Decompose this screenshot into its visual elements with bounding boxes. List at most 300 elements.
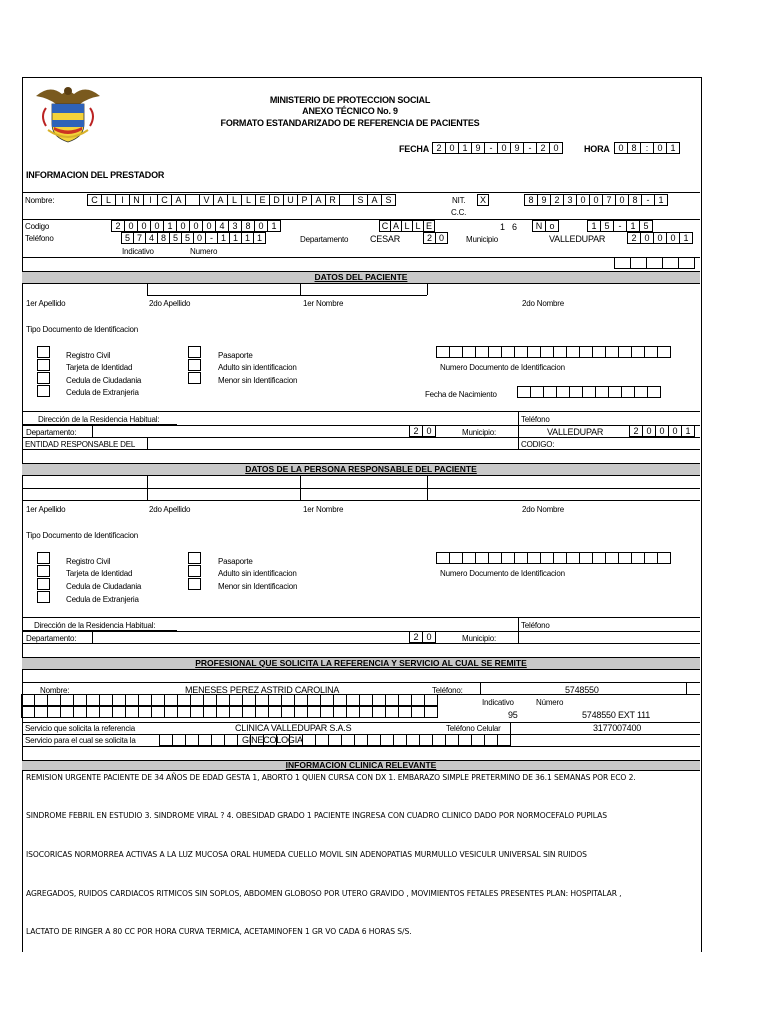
char-cell[interactable] <box>458 734 472 746</box>
char-cell[interactable] <box>21 694 35 706</box>
char-cell[interactable] <box>307 706 321 718</box>
char-cell[interactable] <box>647 386 661 398</box>
char-cell[interactable] <box>255 706 269 718</box>
char-cell[interactable]: 0 <box>614 142 628 154</box>
char-cell[interactable] <box>34 706 48 718</box>
char-cell[interactable] <box>579 552 593 564</box>
char-cell[interactable] <box>203 706 217 718</box>
pac-checkbox-cedula[interactable] <box>37 372 50 384</box>
char-cell[interactable]: S <box>353 194 368 206</box>
char-cell[interactable] <box>662 257 679 269</box>
char-cell[interactable] <box>631 552 645 564</box>
pac-checkbox-menor[interactable] <box>188 372 201 384</box>
char-cell[interactable] <box>60 706 74 718</box>
char-cell[interactable] <box>294 706 308 718</box>
char-cell[interactable]: 2 <box>409 631 423 643</box>
pac-registro-civil: Registro Civil <box>66 351 111 360</box>
char-cell[interactable]: 0 <box>666 232 680 244</box>
char-cell[interactable] <box>315 734 329 746</box>
char-cell[interactable] <box>164 694 178 706</box>
char-cell[interactable] <box>47 706 61 718</box>
char-cell[interactable]: A <box>367 194 382 206</box>
char-cell[interactable] <box>99 694 113 706</box>
char-cell[interactable]: 1 <box>253 232 266 244</box>
char-cell[interactable] <box>646 257 663 269</box>
char-cell[interactable]: 8 <box>627 142 641 154</box>
char-cell[interactable]: 3 <box>228 220 242 232</box>
pac-menor: Menor sin Identificacion <box>218 376 298 385</box>
char-cell[interactable] <box>605 552 619 564</box>
res-checkbox-tarjeta[interactable] <box>37 565 50 577</box>
res-municipio: Municipio: <box>462 634 497 643</box>
res-ap2: 2do Apellido <box>149 505 191 514</box>
char-cell[interactable] <box>294 694 308 706</box>
char-cell[interactable] <box>471 734 485 746</box>
char-cell[interactable]: 0 <box>640 232 654 244</box>
char-cell[interactable] <box>634 386 648 398</box>
char-cell[interactable]: 0 <box>254 220 268 232</box>
char-cell[interactable]: 0 <box>137 220 151 232</box>
char-cell[interactable] <box>530 386 544 398</box>
char-cell[interactable] <box>398 706 412 718</box>
char-cell[interactable] <box>475 552 489 564</box>
char-cell[interactable] <box>631 346 645 358</box>
char-cell[interactable]: 2 <box>536 142 550 154</box>
char-cell[interactable]: 5 <box>639 220 653 232</box>
char-cell[interactable] <box>419 734 433 746</box>
char-cell[interactable]: 0 <box>435 232 448 244</box>
pac-departamento: Departamento: <box>26 428 77 437</box>
char-cell[interactable] <box>621 386 635 398</box>
char-cell[interactable] <box>488 346 502 358</box>
char-cell[interactable] <box>73 706 87 718</box>
codigo-label: Codigo <box>25 222 50 231</box>
char-cell[interactable]: 4 <box>215 220 229 232</box>
char-cell[interactable] <box>630 257 647 269</box>
char-cell[interactable]: 0 <box>653 142 667 154</box>
char-cell[interactable]: N <box>129 194 144 206</box>
char-cell[interactable]: C <box>379 220 391 232</box>
char-cell[interactable] <box>449 346 463 358</box>
char-cell[interactable] <box>302 734 316 746</box>
char-cell[interactable]: 0 <box>202 220 216 232</box>
char-cell[interactable] <box>138 706 152 718</box>
char-cell[interactable] <box>497 734 511 746</box>
char-cell[interactable]: E <box>255 194 270 206</box>
char-cell[interactable] <box>475 346 489 358</box>
char-cell[interactable]: C <box>87 194 102 206</box>
char-cell[interactable]: 2 <box>432 142 446 154</box>
prof-nombre-value: MENESES PEREZ ASTRID CAROLINA <box>185 685 340 695</box>
char-cell[interactable]: 1 <box>666 142 680 154</box>
char-cell[interactable]: 1 <box>626 220 640 232</box>
pac-dep-code[interactable] <box>410 425 436 437</box>
char-cell[interactable]: 0 <box>576 194 590 206</box>
char-cell[interactable]: 2 <box>627 232 641 244</box>
char-cell[interactable] <box>99 706 113 718</box>
prestador-nombre-label: Nombre: <box>25 196 55 205</box>
char-cell[interactable] <box>618 346 632 358</box>
char-cell[interactable]: 8 <box>524 194 538 206</box>
char-cell[interactable]: 0 <box>193 232 206 244</box>
char-cell[interactable] <box>125 706 139 718</box>
char-cell[interactable] <box>462 552 476 564</box>
char-cell[interactable]: 0 <box>642 425 656 437</box>
prof-celular-label: Teléfono Celular <box>446 724 501 733</box>
char-cell[interactable]: 1 <box>587 220 601 232</box>
char-cell[interactable] <box>644 346 658 358</box>
char-cell[interactable]: 0 <box>497 142 511 154</box>
char-cell[interactable] <box>462 346 476 358</box>
char-cell[interactable]: 8 <box>241 220 255 232</box>
char-cell[interactable] <box>367 734 381 746</box>
char-cell[interactable] <box>657 346 671 358</box>
res-checkbox-pasaporte[interactable] <box>188 552 201 564</box>
char-cell[interactable] <box>86 706 100 718</box>
char-cell[interactable] <box>177 694 191 706</box>
char-cell[interactable]: 5 <box>169 232 182 244</box>
char-cell[interactable]: 2 <box>409 425 423 437</box>
res-checkbox-extranjeria[interactable] <box>37 591 50 603</box>
char-cell[interactable] <box>359 706 373 718</box>
char-cell[interactable] <box>268 706 282 718</box>
calle-cells[interactable] <box>380 220 435 232</box>
char-cell[interactable] <box>569 386 583 398</box>
char-cell[interactable]: N <box>532 220 546 232</box>
char-cell[interactable] <box>543 386 557 398</box>
char-cell[interactable]: L <box>241 194 256 206</box>
res-checkbox-registro[interactable] <box>37 552 50 564</box>
clinica-band: INFORMACION CLINICA RELEVANTE <box>22 760 700 771</box>
char-cell[interactable] <box>449 552 463 564</box>
char-cell[interactable] <box>372 694 386 706</box>
char-cell[interactable]: 9 <box>537 194 551 206</box>
char-cell[interactable] <box>354 734 368 746</box>
char-cell[interactable]: 0 <box>176 220 190 232</box>
char-cell[interactable]: o <box>545 220 559 232</box>
char-cell[interactable]: 1 <box>241 232 254 244</box>
char-cell[interactable] <box>242 706 256 718</box>
char-cell[interactable] <box>320 694 334 706</box>
char-cell[interactable] <box>488 552 502 564</box>
char-cell[interactable] <box>190 694 204 706</box>
char-cell[interactable]: 1 <box>681 425 695 437</box>
char-cell[interactable] <box>484 734 498 746</box>
nit-number-cells[interactable] <box>525 194 668 206</box>
char-cell[interactable]: : <box>640 142 654 154</box>
hora-cells[interactable] <box>615 142 680 154</box>
pac-checkbox-tarjeta[interactable] <box>37 359 50 371</box>
char-cell[interactable] <box>216 706 230 718</box>
char-cell[interactable]: 0 <box>668 425 682 437</box>
char-cell[interactable] <box>190 706 204 718</box>
char-cell[interactable] <box>21 706 35 718</box>
char-cell[interactable]: L <box>227 194 242 206</box>
char-cell[interactable] <box>501 346 515 358</box>
res-dep-code[interactable] <box>410 631 436 643</box>
char-cell[interactable]: I <box>115 194 130 206</box>
char-cell[interactable]: 0 <box>445 142 459 154</box>
char-cell[interactable]: I <box>143 194 158 206</box>
char-cell[interactable] <box>229 706 243 718</box>
mun-code-cells[interactable] <box>628 232 693 244</box>
char-cell[interactable] <box>346 694 360 706</box>
char-cell[interactable] <box>177 706 191 718</box>
char-cell[interactable]: 3 <box>563 194 577 206</box>
char-cell[interactable]: 0 <box>549 142 563 154</box>
char-cell[interactable]: 1 <box>229 232 242 244</box>
char-cell[interactable]: S <box>381 194 396 206</box>
char-cell[interactable]: 2 <box>423 232 436 244</box>
char-cell[interactable]: 0 <box>422 631 436 643</box>
char-cell[interactable] <box>445 734 459 746</box>
char-cell[interactable]: 5 <box>181 232 194 244</box>
res-nom2: 2do Nombre <box>522 505 565 514</box>
pac-checkbox-registro[interactable] <box>37 346 50 358</box>
char-cell[interactable]: U <box>283 194 298 206</box>
char-cell[interactable]: 5 <box>121 232 134 244</box>
pac-checkbox-extranjeria[interactable] <box>37 385 50 397</box>
res-checkbox-menor[interactable] <box>188 578 201 590</box>
char-cell[interactable] <box>436 346 450 358</box>
char-cell[interactable]: 2 <box>111 220 125 232</box>
res-tarjeta: Tarjeta de Identidad <box>66 569 133 578</box>
res-doc-cells[interactable] <box>437 552 671 564</box>
char-cell[interactable] <box>385 706 399 718</box>
char-cell[interactable]: 0 <box>615 194 629 206</box>
char-cell[interactable] <box>540 346 554 358</box>
char-cell[interactable] <box>424 694 438 706</box>
char-cell[interactable] <box>151 706 165 718</box>
char-cell[interactable]: 4 <box>145 232 158 244</box>
char-cell[interactable] <box>185 194 200 206</box>
char-cell[interactable] <box>566 552 580 564</box>
fecha-label: FECHA <box>399 144 429 154</box>
char-cell[interactable]: 2 <box>550 194 564 206</box>
prof-telefono-value: 5748550 <box>565 685 599 695</box>
char-cell[interactable]: 5 <box>600 220 614 232</box>
res-departamento: Departamento: <box>26 634 77 643</box>
char-cell[interactable]: 8 <box>628 194 642 206</box>
char-cell[interactable]: - <box>484 142 498 154</box>
char-cell[interactable]: 1 <box>217 232 230 244</box>
char-cell[interactable] <box>411 694 425 706</box>
pac-fecha-nac-cells[interactable] <box>518 386 661 398</box>
char-cell[interactable]: C <box>157 194 172 206</box>
char-cell[interactable] <box>224 734 238 746</box>
char-cell[interactable]: A <box>311 194 326 206</box>
char-cell[interactable] <box>328 734 342 746</box>
char-cell[interactable] <box>398 694 412 706</box>
char-cell[interactable] <box>268 694 282 706</box>
char-cell[interactable] <box>411 706 425 718</box>
char-cell[interactable]: A <box>390 220 402 232</box>
char-cell[interactable]: - <box>523 142 537 154</box>
char-cell[interactable] <box>605 346 619 358</box>
char-cell[interactable]: 9 <box>471 142 485 154</box>
char-cell[interactable] <box>281 706 295 718</box>
paciente-band: DATOS DEL PACIENTE <box>22 271 700 284</box>
char-cell[interactable]: L <box>412 220 424 232</box>
char-cell[interactable]: 0 <box>589 194 603 206</box>
char-cell[interactable]: 0 <box>189 220 203 232</box>
char-cell[interactable] <box>424 706 438 718</box>
char-cell[interactable] <box>657 552 671 564</box>
char-cell[interactable] <box>172 734 186 746</box>
char-cell[interactable] <box>436 552 450 564</box>
pac-checkbox-adulto[interactable] <box>188 359 201 371</box>
char-cell[interactable] <box>86 694 100 706</box>
char-cell[interactable]: L <box>401 220 413 232</box>
pac-mun-code[interactable] <box>630 425 695 437</box>
char-cell[interactable]: D <box>269 194 284 206</box>
char-cell[interactable]: 0 <box>653 232 667 244</box>
char-cell[interactable] <box>553 552 567 564</box>
char-cell[interactable] <box>229 694 243 706</box>
no-value-cells[interactable] <box>588 220 653 232</box>
char-cell[interactable] <box>339 194 354 206</box>
char-cell[interactable] <box>432 734 446 746</box>
char-cell[interactable]: A <box>213 194 228 206</box>
char-cell[interactable] <box>372 706 386 718</box>
char-cell[interactable] <box>216 694 230 706</box>
pac-doc-cells[interactable] <box>437 346 671 358</box>
dep-code-cells[interactable] <box>424 232 448 244</box>
char-cell[interactable] <box>514 552 528 564</box>
telefono-label: Teléfono <box>25 234 54 243</box>
char-cell[interactable]: E <box>423 220 435 232</box>
char-cell[interactable] <box>320 706 334 718</box>
char-cell[interactable] <box>595 386 609 398</box>
char-cell[interactable]: P <box>297 194 312 206</box>
char-cell[interactable] <box>151 694 165 706</box>
numero-label: Numero <box>190 247 218 256</box>
res-registro-civil: Registro Civil <box>66 557 111 566</box>
char-cell[interactable]: 1 <box>458 142 472 154</box>
char-cell[interactable] <box>514 346 528 358</box>
char-cell[interactable] <box>198 734 212 746</box>
char-cell[interactable] <box>255 694 269 706</box>
char-cell[interactable] <box>579 346 593 358</box>
prof-numero-value: 5748550 EXT 111 <box>582 710 651 720</box>
char-cell[interactable] <box>138 694 152 706</box>
char-cell[interactable]: 1 <box>163 220 177 232</box>
char-cell[interactable] <box>527 346 541 358</box>
clinica-line-5: LACTATO DE RINGER A 80 CC POR HORA CURVA TERMICA, ACETAMINOFEN 1 GR VO CADA 6 HORAS S/S. <box>26 927 412 936</box>
char-cell[interactable] <box>614 257 631 269</box>
char-cell[interactable] <box>566 346 580 358</box>
responsable-band: DATOS DE LA PERSONA RESPONSABLE DEL PACIENTE <box>22 463 700 476</box>
char-cell[interactable]: - <box>205 232 218 244</box>
char-cell[interactable] <box>592 552 606 564</box>
prestador-nombre-cells[interactable] <box>88 194 396 206</box>
char-cell[interactable] <box>644 552 658 564</box>
char-cell[interactable]: 7 <box>602 194 616 206</box>
no-cells[interactable] <box>533 220 559 232</box>
char-cell[interactable] <box>159 734 173 746</box>
res-ap1: 1er Apellido <box>26 505 66 514</box>
char-cell[interactable] <box>346 706 360 718</box>
char-cell[interactable]: - <box>641 194 655 206</box>
res-adulto: Adulto sin identificacion <box>218 569 297 578</box>
char-cell[interactable] <box>60 694 74 706</box>
char-cell[interactable] <box>540 552 554 564</box>
pac-cedula-ciud: Cedula de Ciudadania <box>66 376 142 385</box>
codigo-cells[interactable] <box>112 220 281 232</box>
char-cell[interactable] <box>211 734 225 746</box>
char-cell[interactable]: - <box>613 220 627 232</box>
char-cell[interactable] <box>527 552 541 564</box>
char-cell[interactable]: 1 <box>654 194 668 206</box>
char-cell[interactable] <box>112 694 126 706</box>
char-cell[interactable] <box>608 386 622 398</box>
clinica-line-1: REMISION URGENTE PACIENTE DE 34 AÑOS DE EDAD GESTA 1, ABORTO 1 QUIEN CURSA CON DX 1. EMBARAZO SIMPLE PRETERMINO DE 36.1 SEMANAS POR ECO 2. <box>26 773 636 782</box>
char-cell[interactable]: V <box>199 194 214 206</box>
char-cell[interactable]: 0 <box>124 220 138 232</box>
char-cell[interactable] <box>242 694 256 706</box>
telefono-cells[interactable] <box>122 232 266 244</box>
char-cell[interactable]: 0 <box>422 425 436 437</box>
char-cell[interactable] <box>112 706 126 718</box>
char-cell[interactable]: 0 <box>150 220 164 232</box>
char-cell[interactable] <box>359 694 373 706</box>
char-cell[interactable] <box>203 694 217 706</box>
char-cell[interactable] <box>307 694 321 706</box>
char-cell[interactable] <box>333 706 347 718</box>
char-cell[interactable] <box>164 706 178 718</box>
char-cell[interactable] <box>517 386 531 398</box>
char-cell[interactable] <box>125 694 139 706</box>
char-cell[interactable] <box>393 734 407 746</box>
res-checkbox-adulto[interactable] <box>188 565 201 577</box>
char-cell[interactable] <box>47 694 61 706</box>
char-cell[interactable] <box>406 734 420 746</box>
char-cell[interactable]: R <box>325 194 340 206</box>
char-cell[interactable] <box>582 386 596 398</box>
fecha-cells[interactable] <box>433 142 563 154</box>
char-cell[interactable]: 2 <box>629 425 643 437</box>
char-cell[interactable] <box>73 694 87 706</box>
char-cell[interactable] <box>34 694 48 706</box>
char-cell[interactable]: 1 <box>267 220 281 232</box>
char-cell[interactable] <box>333 694 347 706</box>
char-cell[interactable]: 9 <box>510 142 524 154</box>
nit-mark[interactable]: X <box>478 194 489 206</box>
hora-label: HORA <box>584 144 610 154</box>
char-cell[interactable] <box>341 734 355 746</box>
char-cell[interactable] <box>185 734 199 746</box>
char-cell[interactable] <box>678 257 695 269</box>
char-cell[interactable]: 1 <box>679 232 693 244</box>
char-cell[interactable]: 7 <box>133 232 146 244</box>
char-cell[interactable] <box>281 694 295 706</box>
prof-grid-row3 <box>160 734 511 746</box>
char-cell[interactable] <box>385 694 399 706</box>
char-cell[interactable] <box>556 386 570 398</box>
pac-checkbox-pasaporte[interactable] <box>188 346 201 358</box>
char-cell[interactable] <box>380 734 394 746</box>
pac-ap2: 2do Apellido <box>149 299 191 308</box>
char-cell[interactable] <box>501 552 515 564</box>
char-cell[interactable] <box>592 346 606 358</box>
char-cell[interactable] <box>553 346 567 358</box>
res-checkbox-cedula[interactable] <box>37 578 50 590</box>
char-cell[interactable]: L <box>101 194 116 206</box>
char-cell[interactable]: A <box>171 194 186 206</box>
char-cell[interactable] <box>618 552 632 564</box>
char-cell[interactable]: 0 <box>655 425 669 437</box>
char-cell[interactable]: 8 <box>157 232 170 244</box>
